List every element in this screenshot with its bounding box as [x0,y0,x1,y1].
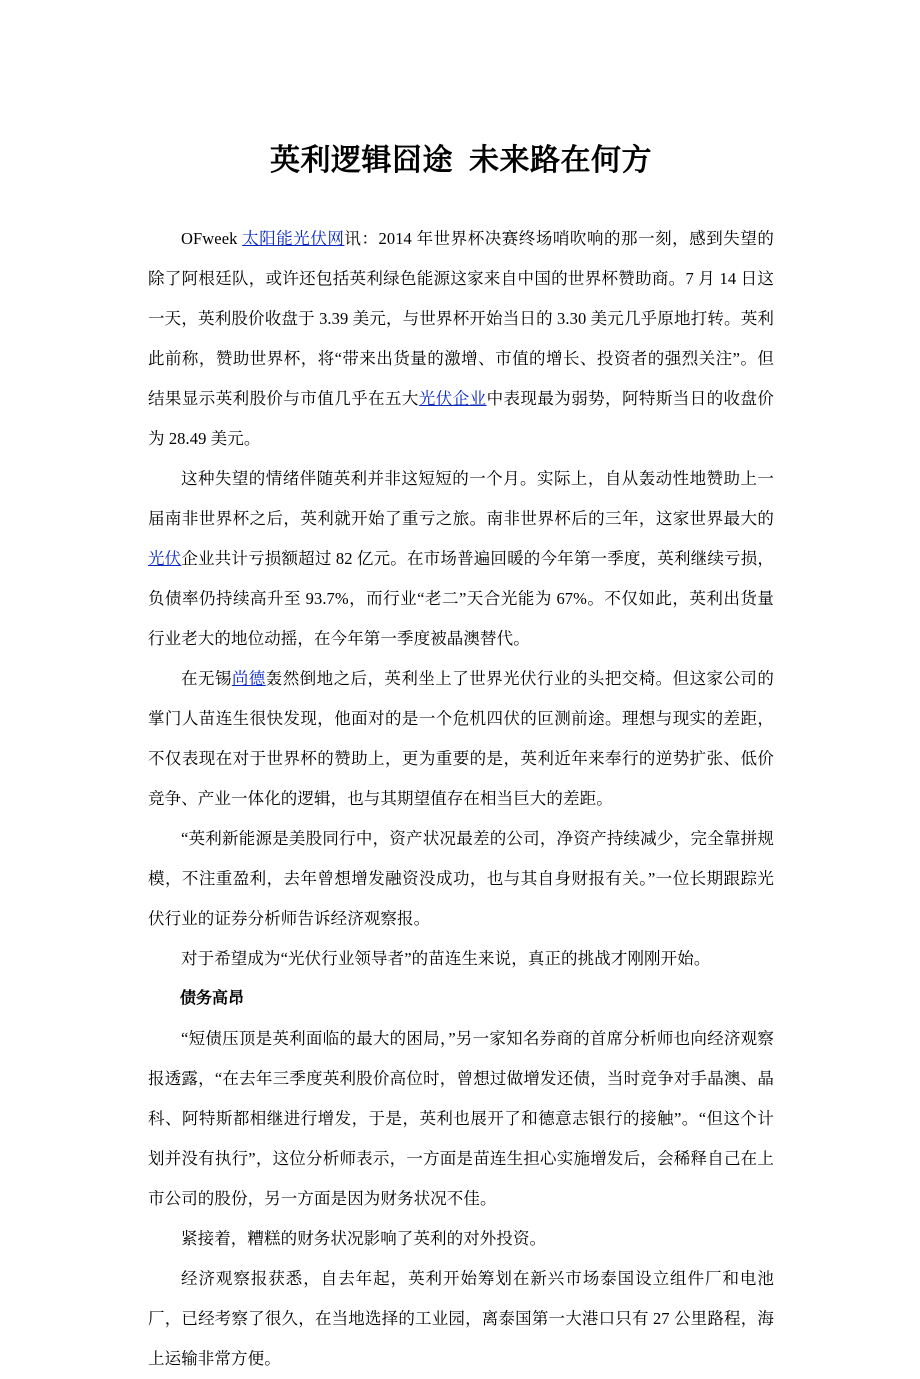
paragraph-text: “英利新能源是美股同行中，资产状况最差的公司，净资产持续减少，完全靠拼规模，不注重盈利，去年曾想增发融资没成功，也与其自身财报有关。”一位长期跟踪光伏行业的证券分析师告诉经济观察报。 [148,829,774,928]
inline-link[interactable]: 太阳能光伏网 [242,229,345,248]
section-subheading: 债务高昂 [180,990,245,1007]
paragraph [148,459,774,659]
paragraph-text: 中表现最为弱势，阿特斯当日的收盘价为 28.49 美元。 [148,389,774,448]
paragraph-text: 这种失望的情绪伴随英利并非这短短的一个月。实际上，自从轰动性地赞助上一届南非世界杯之后，英利就开始了重亏之旅。南非世界杯后的三年，这家世界最大的 [148,469,774,528]
document-content [148,0,774,1379]
paragraph-text: OFweek [181,229,243,248]
inline-link[interactable]: 光伏企业 [418,389,487,408]
paragraph-text: 在无锡 [181,669,232,688]
paragraph-text: 紧接着，糟糕的财务状况影响了英利的对外投资。 [181,1229,547,1248]
paragraph [148,219,774,459]
article-body [148,219,774,1379]
paragraph [148,1259,774,1379]
paragraph-text: 企业共计亏损额超过 82 亿元。在市场普遍回暖的今年第一季度，英利继续亏损，负债率仍持续高升至 93.7%，而行业“老二”天合光能为 67%。不仅如此，英利出货量行业老大的地位动摇，在今年第一季度被晶澳替代。 [148,549,774,648]
paragraph-group-after-subheading [148,1019,774,1379]
paragraph [148,659,774,819]
paragraph-text: 轰然倒地之后，英利坐上了世界光伏行业的头把交椅。但这家公司的掌门人苗连生很快发现，他面对的是一个危机四伏的叵测前途。理想与现实的差距，不仅表现在对于世界杯的赞助上，更为重要的是，英利近年来奉行的逆势扩张、低价竞争、产业一体化的逻辑，也与其期望值存在相当巨大的差距。 [148,669,774,808]
paragraph-text: 讯：2014 年世界杯决赛终场哨吹响的那一刻，感到失望的除了阿根廷队，或许还包括英利绿色能源这家来自中国的世界杯赞助商。7 月 14 日这一天，英利股价收盘于 3.39 美元，与世界杯开始当日的 3.30 美元几乎原地打转。英利此前称，赞助世界杯，将“带来出货量的激增、市值的增长、投资者的强烈关注”。但结果显示英利股价与市值几乎在五大 [148,229,774,408]
paragraph-text: “短债压顶是英利面临的最大的困局，”另一家知名券商的首席分析师也向经济观察报透露，“在去年三季度英利股价高位时，曾想过做增发还债，当时竞争对手晶澳、晶科、阿特斯都相继进行增发，于是，英利也展开了和德意志银行的接触”。“但这个计划并没有执行”，这位分析师表示，一方面是苗连生担心实施增发后，会稀释自己在上市公司的股份，另一方面是因为财务状况不佳。 [148,1029,774,1208]
paragraph [148,1019,774,1219]
page-title-part1: 英利逻辑囧途 [270,144,453,177]
inline-link[interactable]: 光伏 [148,549,182,568]
paragraph [148,819,774,939]
paragraph [148,939,774,979]
page-title [148,0,774,179]
paragraph [148,1219,774,1259]
inline-link[interactable]: 尚德 [231,669,266,688]
paragraph-text: 经济观察报获悉，自去年起，英利开始筹划在新兴市场泰国设立组件厂和电池厂，已经考察了很久，在当地选择的工业园，离泰国第一大港口只有 27 公里路程，海上运输非常方便。 [148,1269,774,1368]
paragraph-text: 对于希望成为“光伏行业领导者”的苗连生来说，真正的挑战才刚刚开始。 [181,949,711,968]
page-title-part2: 未来路在何方 [469,144,652,177]
paragraph-group-before-subheading [148,219,774,979]
